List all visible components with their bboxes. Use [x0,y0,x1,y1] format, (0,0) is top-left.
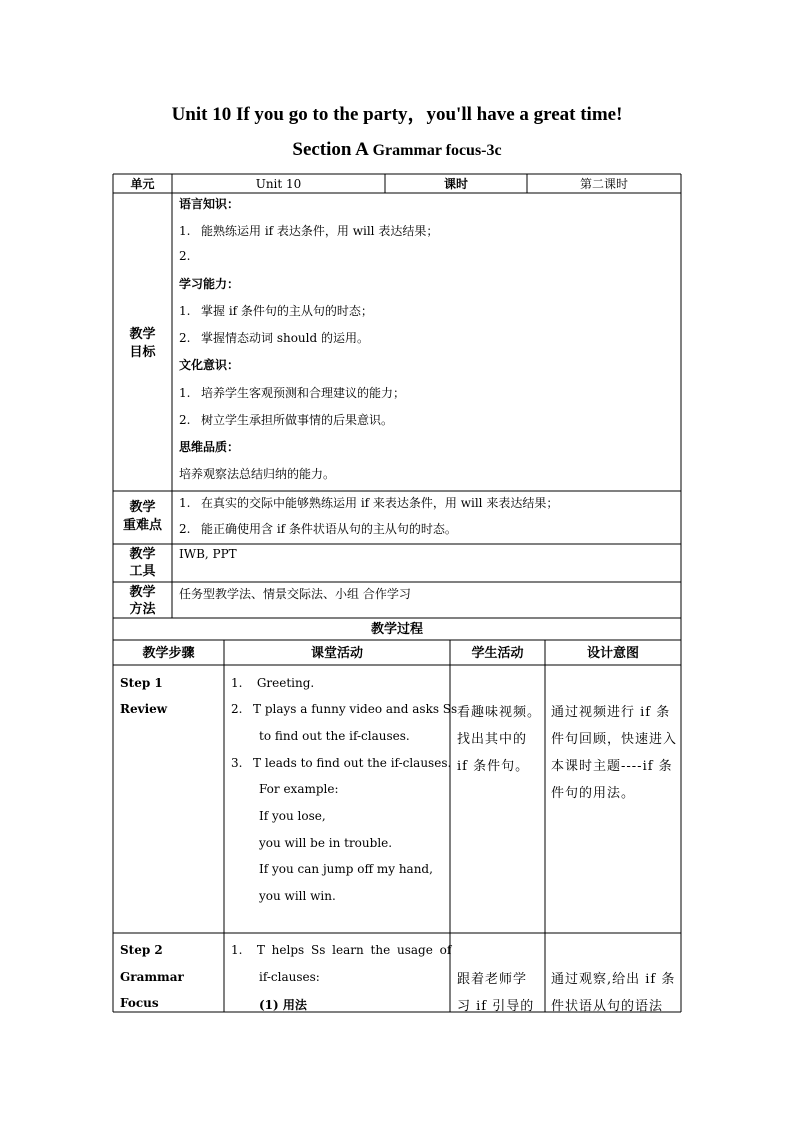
key-points-label-1: 教学 [129,500,156,515]
tools-value: IWB, PPT [179,547,237,561]
tools-label [113,546,172,580]
step2-intent-1: 通过观察,给出 if 条 [551,972,676,987]
subtitle-topic: Grammar focus-3c [372,142,502,159]
step1-intent-3: 本课时主题----if 条 [551,759,673,774]
key-points-label [113,499,172,535]
step1-student-1: 看趣味视频。 [457,705,542,720]
key-point-1: 1. 在真实的交际中能够熟练运用 if 来表达条件，用 will 来表达结果； [179,496,559,510]
culture-title: 文化意识： [179,358,240,372]
step1-activity-3e: If you can jump off my hand, [259,862,433,876]
objectives-label-2: 目标 [129,345,156,360]
step2-activity-1c: (1) 用法 [259,998,307,1012]
lesson-label: 课时 [443,177,468,191]
methods-label [113,584,172,618]
key-points-label-2: 重难点 [122,518,162,533]
step2-name-2: Grammar [120,970,184,984]
tools-label-2: 工具 [129,564,156,579]
step1-activity-3a: 3. T leads to find out the if-clauses. [231,756,452,770]
step1-activity-3b: For example: [259,782,339,796]
step1-activity-2a: 2. T plays a funny video and asks Ss [231,702,458,716]
column-header-activities: 课堂活动 [310,646,363,661]
lesson-value: 第二课时 [579,177,628,191]
think-item-1: 培养观察法总结归纳的能力。 [179,467,336,481]
key-point-2: 2. 能正确使用含 if 条件状语从句的主从句的时态。 [179,522,457,536]
step1-intent-2: 件句回顾，快速进入 [551,732,678,747]
think-title: 思维品质： [179,440,240,454]
document-subtitle [0,139,794,161]
lang-item-2: 2. [179,249,191,263]
culture-item-1: 1. 培养学生客观预测和合理建议的能力； [179,386,406,400]
lang-title: 语言知识： [179,197,240,211]
document-title: Unit 10 If you go to the party，you'll have a great time! [171,104,623,125]
unit-label: 单元 [130,177,155,191]
process-title: 教学过程 [370,622,423,637]
step1-activity-2b: to find out the if-clauses. [259,729,410,743]
step2-student-1: 跟着老师学 [457,972,528,987]
culture-item-2: 2. 树立学生承担所做事情的后果意识。 [179,413,394,427]
step2-student-2: 习 if 引导的 [457,999,535,1014]
column-header-intent: 设计意图 [586,646,639,661]
methods-label-2: 方法 [129,602,156,617]
step2-activity-1b: if-clauses: [259,970,320,984]
lang-item-1: 1. 能熟练运用 if 表达条件，用 will 表达结果； [179,224,439,238]
step1-activity-3d: you will be in trouble. [259,836,393,850]
unit-value: Unit 10 [255,177,302,191]
learn-item-2: 2. 掌握情态动词 should 的运用。 [179,331,369,345]
step1-student-2: 找出其中的 [457,732,528,747]
step1-activity-3f: you will win. [259,889,336,903]
objectives-label-1: 教学 [129,327,156,342]
step1-intent-1: 通过视频进行 if 条 [551,705,671,720]
step1-intent-4: 件句的用法。 [551,786,636,801]
column-header-steps: 教学步骤 [142,646,195,661]
step2-name-3: Focus [120,996,159,1010]
objectives-label [113,326,172,362]
step1-name-1: Step 1 [120,676,163,690]
step2-intent-2: 件状语从句的语法 [551,999,664,1014]
subtitle-section: Section A [292,139,368,160]
step1-name-2: Review [120,702,168,716]
step1-activity-1: 1. Greeting. [231,676,315,690]
methods-label-1: 教学 [129,585,156,600]
step1-activity-3c: If you lose, [259,809,326,823]
step1-student-3: if 条件句。 [457,759,530,774]
tools-label-1: 教学 [129,547,156,562]
learn-item-1: 1. 掌握 if 条件句的主从句的时态； [179,304,373,318]
step2-activity-1a: 1. T helps Ss learn the usage of [231,943,452,957]
column-header-student: 学生活动 [471,646,524,661]
step2-name-1: Step 2 [120,943,163,957]
methods-value: 任务型教学法、情景交际法、小组 合作学习 [179,587,411,601]
learn-title: 学习能力： [179,277,240,291]
